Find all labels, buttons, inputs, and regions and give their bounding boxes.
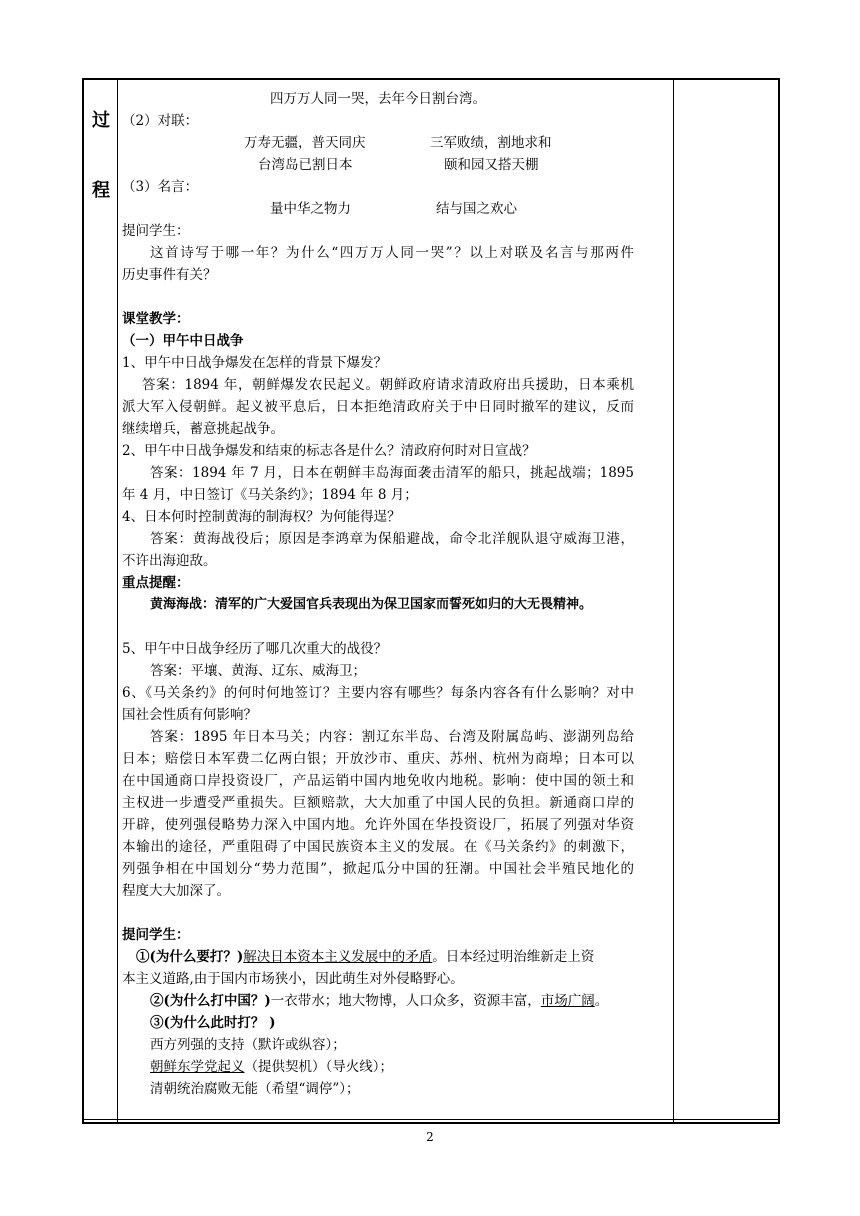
answer-6-line-7: 列强争相在中国划分“势力范围”，掀起瓜分中国的狂潮。中国社会半殖民地化的 <box>122 861 634 877</box>
answer-4-line-2: 不许出海迎敌。 <box>122 553 217 569</box>
couplet-heading: （2）对联： <box>122 113 199 129</box>
point-2-underline: 市场广阔 <box>540 993 595 1009</box>
answer-6-line-8: 程度大大加深了。 <box>122 883 230 899</box>
question-2: 2、甲午中日战争爆发和结束的标志各是什么？清政府何时对日宣战？ <box>122 443 536 459</box>
question-6-line-2: 国社会性质有何影响？ <box>122 707 257 723</box>
class-heading: 课堂教学： <box>122 311 190 327</box>
point-2-text: 一衣带水；地大物博，人口众多，资源丰富， <box>270 993 541 1009</box>
poem-line: 四万万人同一哭，去年今日割台湾。 <box>270 91 486 107</box>
ask-line-2: 历史事件有关？ <box>122 267 217 283</box>
answer-6-line-4: 主权进一步遭受严重损失。巨额赔款，大大加重了中国人民的负担。新通商口岸的 <box>122 795 634 811</box>
point-2-line <box>150 992 608 1010</box>
point-1-line-2: 本主义道路,由于国内市场狭小，因此萌生对外侵略野心。 <box>122 971 464 987</box>
answer-6-line-5: 开辟，使列强侵略势力深入中国内地。允许外国在华投资设厂，拓展了列强对华资 <box>122 817 634 833</box>
point-3-item-2-underline: 朝鲜东学党起义 <box>150 1059 245 1075</box>
stage-column <box>84 80 118 1122</box>
point-1-label: ①(为什么要打？) <box>136 949 244 965</box>
ask-heading: 提问学生： <box>122 223 190 239</box>
ask2-heading: 提问学生： <box>122 927 190 943</box>
couplet-1-right: 三军败绩，割地求和 <box>430 135 552 151</box>
quote-heading: （3）名言： <box>122 179 199 195</box>
stage-label-2: 程 <box>92 180 110 201</box>
answer-5: 答案：平壤、黄海、辽东、威海卫； <box>150 663 366 679</box>
answer-6-line-6: 本输出的途径，严重阻碍了中国民族资本主义的发展。在《马关条约》的刺激下， <box>122 839 634 855</box>
couplet-2-left: 台湾岛已割日本 <box>258 157 353 173</box>
answer-6-line-1: 答案：1895 年日本马关；内容：割辽东半岛、台湾及附属岛屿、澎湖列岛给 <box>150 729 634 745</box>
point-3-item-3: 清朝统治腐败无能（希望“调停”）； <box>150 1081 360 1097</box>
answer-1-line-1: 答案：1894 年，朝鲜爆发农民起义。朝鲜政府请求清政府出兵援助，日本乘机 <box>142 377 634 393</box>
question-6-line-1: 6、《马关条约》的何时何地签订？主要内容有哪些？每条内容各有什么影响？对中 <box>122 685 634 701</box>
question-4: 4、日本何时控制黄海的制海权？为何能得逞？ <box>122 509 401 525</box>
point-3-item-2 <box>150 1058 393 1076</box>
question-1: 1、甲午中日战争爆发在怎样的背景下爆发？ <box>122 355 388 371</box>
page-number: 2 <box>426 1130 434 1144</box>
point-1-line-1 <box>136 948 594 966</box>
section-heading: （一）甲午中日战争 <box>122 333 244 349</box>
point-3-label: ③(为什么此时打？ ) <box>150 1015 276 1031</box>
question-5: 5、甲午中日战争经历了哪几次重大的战役？ <box>122 641 388 657</box>
point-1-rest: 。日本经过明治维新走上资 <box>432 949 595 965</box>
key-point-text: 黄海海战：清军的广大爱国官兵表现出为保卫国家而誓死如归的大无畏精神。 <box>150 597 593 612</box>
stage-label-1: 过 <box>92 110 110 131</box>
point-3-item-1: 西方列强的支持（默许或纵容）； <box>150 1037 346 1053</box>
quote-right: 结与国之欢心 <box>436 201 517 217</box>
quote-left: 量中华之物力 <box>270 201 351 217</box>
lesson-table <box>82 78 780 1124</box>
answer-2-line-1: 答案：1894 年 7 月，日本在朝鲜丰岛海面袭击清军的船只，挑起战端；1895 <box>150 465 634 481</box>
couplet-2-right: 颐和园又搭天棚 <box>444 157 539 173</box>
point-3-item-2-rest: （提供契机）（导火线）； <box>244 1059 393 1075</box>
notes-column <box>673 80 778 1122</box>
answer-2-line-2: 年 4 月，中日签订《马关条约》；1894 年 8 月； <box>122 487 418 503</box>
point-1-underline: 解决日本资本主义发展中的矛盾 <box>243 949 433 965</box>
answer-1-line-3: 继续增兵，蓄意挑起战争。 <box>122 421 284 437</box>
key-point-heading: 重点提醒： <box>122 575 190 591</box>
answer-4-line-1: 答案：黄海战役后；原因是李鸿章为保船避战，命令北洋舰队退守威海卫港， <box>150 531 634 547</box>
point-2-label: ②(为什么打中国？) <box>150 993 271 1009</box>
ask-line-1: 这首诗写于哪一年？为什么“四万万人同一哭”？以上对联及名言与那两件 <box>150 245 634 261</box>
answer-1-line-2: 派大军入侵朝鲜。起义被平息后，日本拒绝清政府关于中日同时撤军的建议，反而 <box>122 399 634 415</box>
answer-6-line-2: 日本；赔偿日本军费二亿两白银；开放沙市、重庆、苏州、杭州为商埠；日本可以 <box>122 751 634 767</box>
point-2-end: 。 <box>594 993 609 1009</box>
couplet-1-left: 万寿无疆，普天同庆 <box>244 135 366 151</box>
answer-6-line-3: 在中国通商口岸投资设厂，产品运销中国内地免收内地税。影响：使中国的领土和 <box>122 773 634 789</box>
